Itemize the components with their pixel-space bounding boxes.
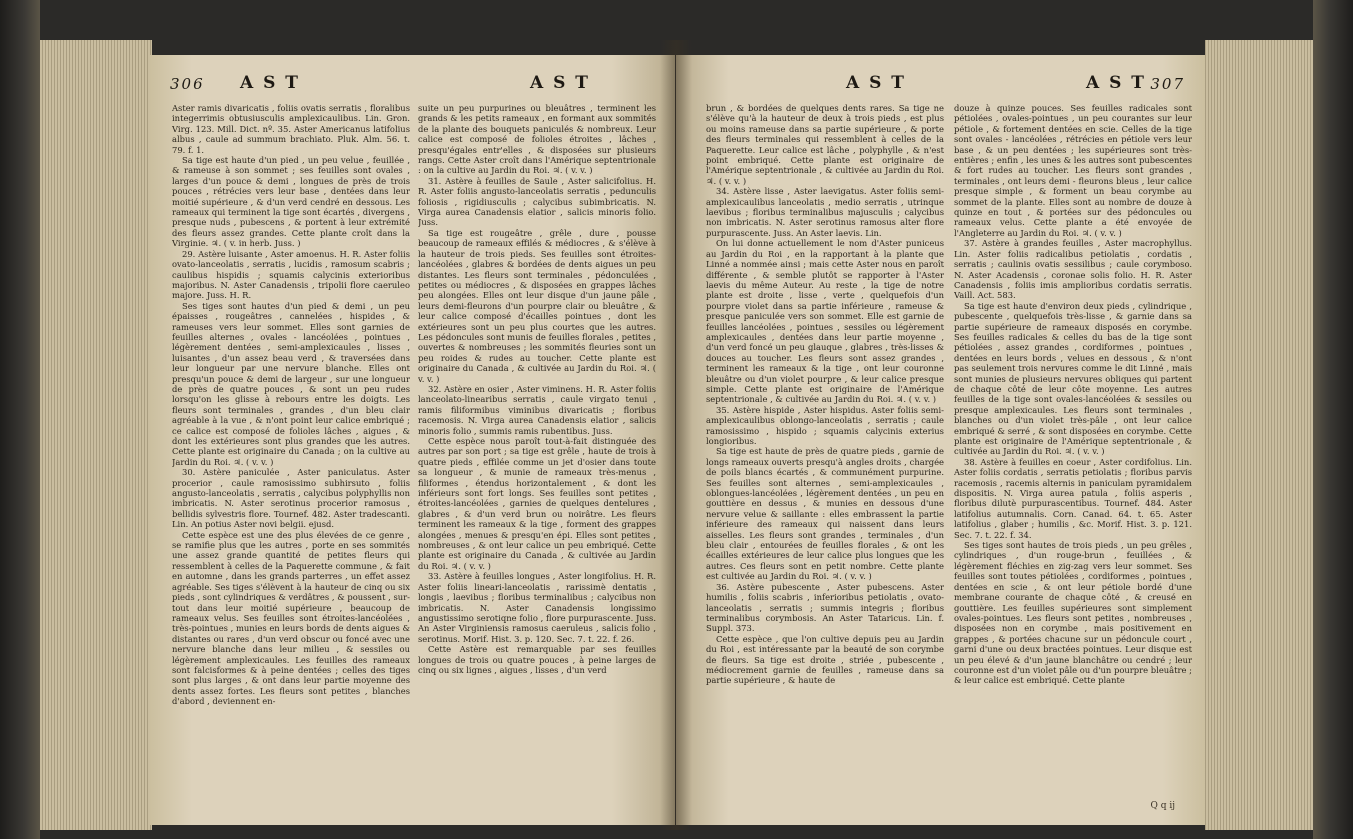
- paragraph: 32. Astère en osier , Aster viminens. H. R. Aster foliis lanceolato-linearibus serratis , caule virgato tenui , ramis filiformibus viminibus divaricatis ; floribus racemosis. N. Virga aurea Canadensis elatior , salicis minoris folio , summis ramis rubentibus. Juss.: [418, 383, 656, 436]
- page-edges-right: [1205, 40, 1313, 830]
- paragraph: brun , & bordées de quelques dents rares. Sa tige ne s'élève qu'à la hauteur de deux à trois pieds , est plus ou moins rameuse dans sa partie supérieure , & porte des fleurs terminales qui ressemblent à celles de la Paquerette. Leur calice est lâche , polyphylle , & n'est point embriqué. Cette plante est originaire de l'Amérique septentrionale , & cultivée au Jardin du Roi. ♃. ( v. v. ): [706, 103, 944, 186]
- page-edges-left: [40, 40, 152, 830]
- paragraph: 35. Astère hispide , Aster hispidus. Aster foliis semi-amplexicaulibus oblongo-lanceolatis , serratis ; caule ramosissimo , hispido ; squamis calycinis exterius longioribus.: [706, 404, 944, 446]
- paragraph: On lui donne actuellement le nom d'Aster puniceus au Jardin du Roi , en la rapportant à la plante que Linné a nommée ainsi ; mais cette Aster nous en paroît différente , & semble plutôt se rapporter à l'Aster laevis du même Auteur. Au reste , la tige de notre plante est droite , lisse , verte , quelquefois d'un pourpre violet dans sa partie inférieure , rameuse & presque paniculée vers son sommet. Elle est garnie de feuilles lancéolées , pointues , sessiles ou légèrement amplexicaules , dentées dans leur partie moyenne , d'un verd foncé un peu glauque , glabres , très-lisses & douces au toucher. Les fleurs sont assez grandes , terminent les rameaux & la tige , ont leur couronne bleuâtre ou d'un violet pourpre , & leur calice presque simple. Cette plante est originaire de l'Amérique septentrionale , & cultivée au Jardin du Roi. ♃. ( v. v. ): [706, 238, 944, 405]
- page-number: 306: [170, 75, 205, 93]
- paragraph: Ses tiges sont hautes de trois pieds , un peu grêles , cylindriques , d'un rouge-brun , feuillées , & légèrement fléchies en zig-zag vers leur sommet. Ses feuilles sont toutes pétiolées , cordiformes , pointues , dentées en scie , & ont leur pétiole bordé d'une membrane courante de chaque côté , & creusé en gouttière. Les feuilles supérieures sont simplement ovales-pointues. Les fleurs sont petites , nombreuses , disposées non en corymbe , mais positivement en grappes , & portées chacune sur un pédoncule court , garni d'une ou deux bractées pointues. Leur disque est un peu élevé & d'un jaune blanchâtre ou cendré ; leur couronne est d'un violet pâle ou d'un pourpre bleuâtre ; & leur calice est embriqué. Cette plante: [954, 540, 1192, 686]
- running-head-left: A S T: [240, 73, 300, 93]
- paragraph: Cette espèce , que l'on cultive depuis peu au Jardin du Roi , est intéressante par la beauté de son corymbe de fleurs. Sa tige est droite , striée , pubescente , médiocrement garnie de feuilles , rameuse dans sa partie supérieure , & haute de: [706, 633, 944, 686]
- paragraph: 31. Astère à feuilles de Saule , Aster salicifolius. H. R. Aster foliis angusto-lanceolatis serratis , pedunculis foliosis , rigidiusculis ; calycibus subimbricatis. N. Virga aurea Canadensis elatior , salicis minoris folio. Juss.: [418, 175, 656, 228]
- paragraph: Sa tige est haute d'un pied , un peu velue , feuillée , & rameuse à son sommet ; ses feuilles sont ovales , larges d'un pouce & demi , longues de près de trois pouces , rétrécies vers leur base , dentées dans leur moitié supérieure , & d'un verd cendré en dessous. Les rameaux qui terminent la tige sont écartés , divergens , presque nuds , pubescens , & portent à leur extrémité des fleurs assez grandes. Cette plante croît dans la Virginie. ♃. ( v. in herb. Juss. ): [172, 155, 410, 249]
- book-cover-right: [1313, 0, 1353, 839]
- paragraph: Sa tige est rougeâtre , grêle , dure , pousse beaucoup de rameaux effilés & médiocres , & s'élève à la hauteur de trois pieds. Ses feuilles sont étroites-lancéolées , glabres & bordées de dents aigues un peu distantes. Les fleurs sont terminales , pédonculées , petites ou médiocres , & disposées en grappes lâches peu alongées. Elles ont leur disque d'un jaune pâle , leurs demi-fleurons d'un pourpre clair ou bleuâtre , & leur calice composé d'écailles pointues , dont les extérieures sont un peu plus courtes que les autres. Les pédoncules sont munis de feuilles florales , petites , ouvertes & nombreuses ; les sommités fleuries sont un peu roides & rudes au toucher. Cette plante est originaire du Canada , & cultivée au Jardin du Roi. ♃. ( v. v. ): [418, 227, 656, 384]
- right-page: [676, 55, 1205, 825]
- signature-mark: Q q ij: [1150, 801, 1175, 811]
- left-page-header: [170, 73, 655, 99]
- right-page-column-1: [706, 103, 944, 813]
- right-page-header: [696, 73, 1185, 99]
- paragraph: 37. Astère à grandes feuilles , Aster macrophyllus. Lin. Aster foliis radicalibus petiolatis , cordatis , serratis ; caulinis ovatis sessilibus ; caule corymboso. N. Aster Acadensis , coronae solis folio. H. R. Aster Canadensis , foliis imis amplioribus cordatis serratis. Vaill. Act. 583.: [954, 238, 1192, 301]
- page-number: 307: [1150, 75, 1185, 93]
- paragraph: Sa tige est haute d'environ deux pieds , cylindrique , pubescente , quelquefois très-lisse , & garnie dans sa partie supérieure de rameaux disposés en corymbe. Ses feuilles radicales & celles du bas de la tige sont pétiolées , assez grandes , cordiformes , pointues , dentées en leurs bords , velues en dessous , & n'ont pas seulement trois nervures comme le dit Linné , mais sont munies de plusieurs nervures obliques qui partent de chaque côté de leur côte moyenne. Les autres feuilles de la tige sont ovales-lancéolées & sessiles ou presque amplexicaules. Les fleurs sont terminales , blanches ou d'un violet très-pâle , ont leur calice embriqué & serré , & sont disposées en corymbe. Cette plante est originaire de l'Amérique septentrionale , & cultivée au Jardin du Roi. ♃. ( v. v. ): [954, 300, 1192, 457]
- paragraph: 34. Astère lisse , Aster laevigatus. Aster foliis semi-amplexicaulibus lanceolatis , medio serratis , utrinque laevibus ; floribus terminalibus majusculis ; calycibus non imbricatis. N. Aster serotinus ramosus alter flore purpurascente. Juss. An Aster laevis. Lin.: [706, 186, 944, 238]
- left-page-column-1: [172, 103, 410, 813]
- paragraph: Cette Astère est remarquable par ses feuilles longues de trois ou quatre pouces , à peine larges de cinq ou six lignes , aigues , lisses , d'un verd: [418, 644, 656, 675]
- paragraph: 29. Astère luisante , Aster amoenus. H. R. Aster foliis ovato-lanceolatis , serratis , lucidis , ramosum scabris ; caulibus hispidis ; squamis calycinis exterioribus majoribus. N. Aster Canadensis , tripolii flore caeruleo majore. Juss. H. R.: [172, 248, 410, 301]
- left-page: [150, 55, 675, 825]
- paragraph: Cette espèce nous paroît tout-à-fait distinguée des autres par son port ; sa tige est grêle , haute de trois à quatre pieds , effilée comme un jet d'osier dans toute sa longueur , & munie de rameaux très-menus , filiformes , étendus horizontalement , & dont les inférieurs sont fort longs. Ses feuilles sont petites , étroites-lancéolées , garnies de quelques dentelures , glabres , & d'un verd brun ou noirâtre. Les fleurs terminent les rameaux & la tige , forment des grappes alongées , menues & presqu'en épi. Elles sont petites , nombreuses , & ont leur calice un peu embriqué. Cette plante est originaire du Canada , & cultivée au Jardin du Roi. ♃. ( v. v. ): [418, 436, 656, 571]
- paragraph: Cette espèce est une des plus élevées de ce genre , se ramifie plus que les autres , porte en ses sommités une assez grande quantité de petites fleurs qui ressemblent à celles de la Paquerette commune , & fait en automne , dans les grands parterres , un effet assez agréable. Ses tiges s'élèvent à la hauteur de cinq ou six pieds , sont cylindriques & verdâtres , & poussent , sur-tout dans leur moitié supérieure , beaucoup de rameaux velus. Ses feuilles sont étroites-lancéolées , très-pointues , munies en leurs bords de dents aigues & distantes ou rares , d'un verd obscur ou foncé avec une nervure blanche dans leur milieu , & sessiles ou légèrement amplexicaules. Les feuilles des rameaux sont falcisformes & à peine dentées ; celles des tiges sont plus larges , & ont dans leur partie moyenne des dents assez fortes. Les fleurs sont petites , blanches d'abord , deviennent en-: [172, 529, 410, 707]
- running-head-right: A S T: [1086, 73, 1146, 93]
- right-page-column-2: [954, 103, 1192, 813]
- paragraph: 33. Astère à feuilles longues , Aster longifolius. H. R. Aster foliis lineari-lanceolatis , rarissimè dentatis , longis , laevibus ; floribus terminalibus ; calycibus non imbricatis. N. Aster Canadensis longissimo angustissimo serotiqne folio , flore purpurascente. Juss. An Aster Virginiensis ramosus caeruleus , salicis folio , serotinus. Morif. Hist. 3. p. 120. Sec. 7. t. 22. f. 26.: [418, 571, 656, 644]
- paragraph: 36. Astère pubescente , Aster pubescens. Aster humilis , foliis scabris , inferioribus petiolatis , ovato-lanceolatis , serratis ; summis integris ; floribus terminalibus corymbosis. An Aster Tataricus. Lin. f. Suppl. 373.: [706, 581, 944, 634]
- paragraph: Aster ramis divaricatis , foliis ovatis serratis , floralibus integerrimis obtusiusculis amplexicaulibus. Lin. Gron. Virg. 123. Mill. Dict. nº. 35. Aster Americanus latifolius albus , caule ad summum brachiato. Pluk. Alm. 56. t. 79. f. 1.: [172, 103, 410, 155]
- paragraph: Sa tige est haute de près de quatre pieds , garnie de longs rameaux ouverts presqu'à angles droits , chargée de poils blancs écartés , & communément purpurine. Ses feuilles sont alternes , semi-amplexicaules , oblongues-lancéolées , légèrement dentées , un peu en gouttière en dessus , & munies en dessous d'une nervure velue & saillante : elles embrassent la partie inférieure des rameaux qui naissent dans leurs aisselles. Les fleurs sont grandes , terminales , d'un bleu clair , entourées de feuilles florales , & ont les écailles extérieures de leur calice plus longues que les autres. Ces fleurs sont en petit nombre. Cette plante est cultivée au Jardin du Roi. ♃. ( v. v. ): [706, 446, 944, 582]
- running-head-right: A S T: [530, 73, 590, 93]
- paragraph: suite un peu purpurines ou bleuâtres , terminent les grands & les petits rameaux , en formant aux sommités de la plante des bouquets paniculés & nombreux. Leur calice est composé de folioles étroites , lâches , presqu'égales entr'elles , & disposées sur plusieurs rangs. Cette Aster croît dans l'Amérique septentrionale : on la cultive au Jardin du Roi. ♃. ( v. v. ): [418, 103, 656, 176]
- book-gutter: [660, 40, 692, 830]
- paragraph: Ses tiges sont hautes d'un pied & demi , un peu épaisses , rougeâtres , cannelées , hispides , & rameuses vers leur sommet. Elles sont garnies de feuilles alternes , ovales - lancéolées , pointues , légèrement dentées , semi-amplexicaules , lisses , luisantes , d'un assez beau verd , & traversées dans leur longueur par une nervure blanche. Elles ont presqu'un pouce & demi de largeur , sur une longueur de près de quatre pouces , & sont un peu rudes lorsqu'on les glisse à rebours entre les doigts. Les fleurs sont terminales , grandes , d'un bleu clair agréable à la vue , & n'ont point leur calice embriqué ; ce calice est composé de folioles lâches , aigues , & dont les extérieures sont plus grandes que les autres. Cette plante est originaire du Canada ; on la cultive au Jardin du Roi. ♃. ( v. v. ): [172, 300, 410, 467]
- paragraph: douze à quinze pouces. Ses feuilles radicales sont pétiolées , ovales-pointues , un peu courantes sur leur pétiole , & fortement dentées en scie. Celles de la tige sont ovales - lancéolées , rétrécies en pétiole vers leur base , & un peu dentées ; les supérieures sont très-entières ; enfin , les unes & les autres sont pubescentes & fort rudes au toucher. Les fleurs sont grandes , terminales , ont leurs demi - fleurons bleus , leur calice presque simple , & forment un beau corymbe au sommet de la plante. Elles sont au nombre de douze à quinze en tout , & portées sur des pédoncules ou rameaux velus. Cette plante a été envoyée de l'Angleterre au Jardin du Roi. ♃. ( v. v. ): [954, 103, 1192, 238]
- left-page-column-2: [418, 103, 656, 813]
- paragraph: 38. Astère à feuilles en coeur , Aster cordifolius. Lin. Aster foliis cordatis , serratis petiolatis ; floribus parvis racemosis , racemis alternis in paniculam pyramidalem dispositis. N. Virga aurea patula , foliis asperis , floribus dilutè purpurascentibus. Tournef. 484. Aster latifolius autumnalis. Corn. Canad. 64. t. 65. Aster latifolius , glaber ; humilis , &c. Morif. Hist. 3. p. 121. Sec. 7. t. 22. f. 34.: [954, 456, 1192, 540]
- book-cover-left: [0, 0, 40, 839]
- paragraph: 30. Astère paniculée , Aster paniculatus. Aster procerior , caule ramosissimo subhirsuto , foliis angusto-lanceolatis , serratis , calycibus polyphyllis non imbricatis. N. Aster serotinus procerior ramosus , bellidis sylvestris flore. Tournef. 482. Aster tradescanti. Lin. An potius Aster novi belgii. ejusd.: [172, 467, 410, 530]
- running-head-left: A S T: [846, 73, 906, 93]
